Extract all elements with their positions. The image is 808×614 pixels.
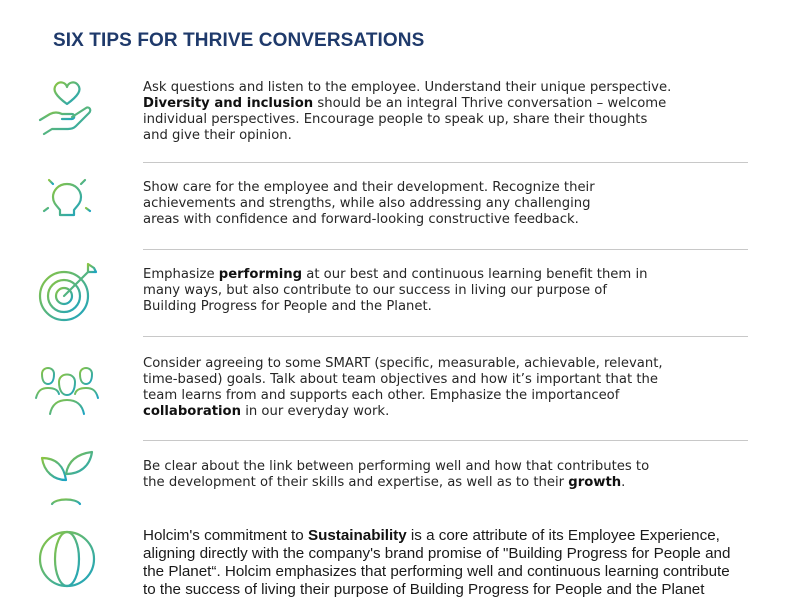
tip-performing: Emphasize performing at our best and continuous learning benefit them in many ways, but also contribute to our success in living our purpose of Building Progress for People and the Planet.: [143, 267, 648, 314]
page-title: SIX TIPS FOR THRIVE CONVERSATIONS: [53, 30, 425, 51]
highlight-growth: growth: [568, 475, 622, 490]
lightbulb-icon: [34, 168, 100, 234]
divider: [143, 440, 748, 441]
heart-in-hand-icon: [34, 74, 100, 140]
highlight-sustainability: Sustainability: [307, 527, 407, 544]
highlight-diversity-inclusion: Diversity and inclusion: [143, 96, 314, 111]
tip-care-development: Show care for the employee and their development. Recognize their achievements and strengths, while also addressing any challenging areas with confidence and forward-looking constructive feedback.: [143, 180, 595, 227]
divider: [143, 336, 748, 337]
globe-icon: [34, 526, 100, 592]
tip-growth: Be clear about the link between performing well and how that contributes to the development of their skills and expertise, as well as to their growth.: [143, 459, 650, 490]
sprout-icon: [34, 446, 100, 512]
target-icon: [34, 260, 100, 326]
highlight-collaboration: collaboration: [143, 404, 241, 419]
highlight-performing: performing: [218, 267, 303, 282]
divider: [143, 249, 748, 250]
tip-sustainability: Holcim's commitment to Sustainability is a core attribute of its Employee Experience, aligning directly with the company's brand promise of "Building Progress for People and the Planet“. Holcim emphasizes that performing well and continuous learning contribute to the success of living their purpose of Building Progress for People and the Planet: [143, 527, 731, 598]
tip-smart-goals: Consider agreeing to some SMART (specific, measurable, achievable, relevant, time-based) goals. Talk about team objectives and how it’s important that the team learns from and supports each other. Emphasize the importanceof collaboration in our everyday work.: [143, 356, 663, 419]
team-people-icon: [34, 352, 100, 418]
tip-diversity-inclusion: Ask questions and listen to the employee. Understand their unique perspective. Diversity and inclusion should be an integral Thrive conversation – welcome individual perspectives. Encourage people to speak up, share their thoughts and give their opinion.: [143, 80, 672, 143]
divider: [143, 162, 748, 163]
